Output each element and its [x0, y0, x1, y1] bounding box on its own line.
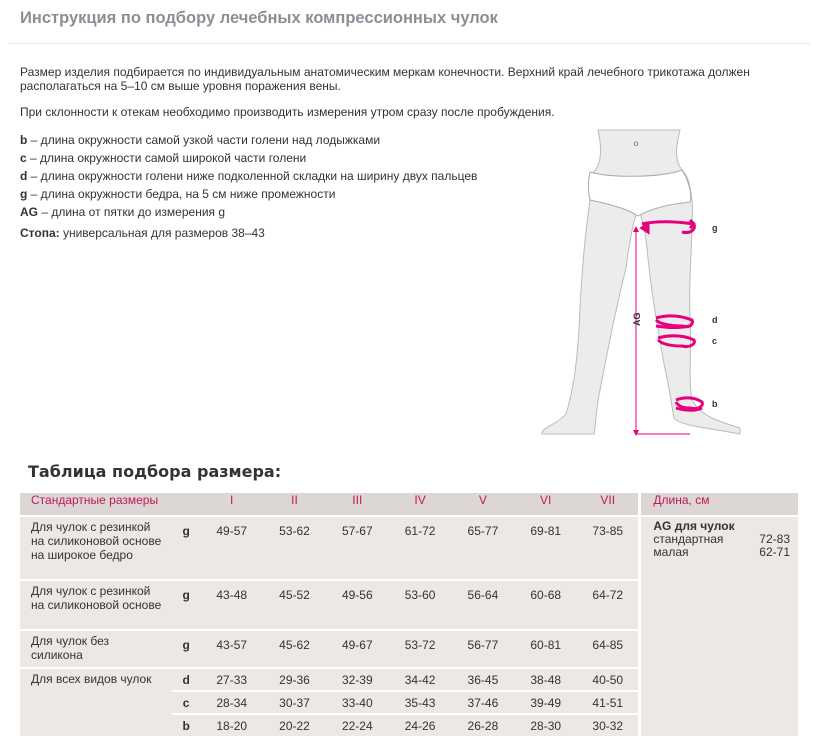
cell: 65-77	[452, 516, 515, 580]
cell: 41-51	[577, 691, 640, 714]
row-label: Для всех видов чулок	[20, 668, 172, 737]
header-size-7: VII	[577, 493, 640, 516]
header-size-6: VI	[514, 493, 577, 516]
cell: 33-40	[326, 691, 389, 714]
cell: 69-81	[514, 516, 577, 580]
cell: 40-50	[577, 668, 640, 691]
length-small: малая 62-71	[653, 545, 790, 559]
header-standard-sizes: Стандартные размеры	[20, 493, 200, 516]
table-row	[20, 516, 798, 580]
navel-mark: o	[633, 139, 639, 148]
cell: 53-60	[389, 580, 452, 630]
cell: 36-45	[452, 668, 515, 691]
legend-item-ag: AG – длина от пятки до измерения g	[20, 205, 226, 219]
header-size-1: I	[200, 493, 263, 516]
body-silhouette	[542, 130, 740, 434]
length-info-title: AG для чулок	[653, 519, 735, 533]
length-info	[640, 516, 798, 737]
cell: 18-20	[200, 714, 263, 737]
row-code: g	[172, 630, 200, 668]
cell: 30-32	[577, 714, 640, 737]
size-table-header	[20, 493, 798, 516]
row-label: Для чулок с резинкой на силиконовой основе	[20, 580, 172, 630]
length-standard: стандартная 72-83	[653, 532, 790, 546]
swelling-note: При склонности к отекам необходимо производить измерения утром сразу после пробуждения.	[20, 105, 555, 119]
legend-item-g: g – длина окружности бедра, на 5 см ниже промежности	[20, 187, 336, 201]
cell: 43-48	[200, 580, 263, 630]
cell: 53-72	[389, 630, 452, 668]
page-title: Инструкция по подбору лечебных компрессионных чулок	[20, 9, 498, 27]
cell: 28-34	[200, 691, 263, 714]
size-table-title: Таблица подбора размера:	[28, 462, 282, 481]
cell: 53-62	[263, 516, 326, 580]
cell: 34-42	[389, 668, 452, 691]
cell: 26-28	[452, 714, 515, 737]
label-d: d	[712, 315, 718, 325]
header-size-3: III	[326, 493, 389, 516]
header-size-2: II	[263, 493, 326, 516]
row-code: d	[172, 668, 200, 691]
header-size-4: IV	[389, 493, 452, 516]
cell: 45-52	[263, 580, 326, 630]
legend-item-d: d – длина окружности голени ниже подколенной складки на ширину двух пальцев	[20, 169, 478, 183]
cell: 22-24	[326, 714, 389, 737]
row-label: Для чулок с резинкой на силиконовой основе на широкое бедро	[20, 516, 172, 580]
cell: 60-68	[514, 580, 577, 630]
cell: 24-26	[389, 714, 452, 737]
row-code: b	[172, 714, 200, 737]
title-divider	[8, 43, 810, 44]
header-length: Длина, см	[640, 493, 798, 516]
measurement-legend	[20, 131, 477, 221]
label-b: b	[712, 399, 718, 409]
row-label: Для чулок без силикона	[20, 630, 172, 668]
cell: 38-48	[514, 668, 577, 691]
cell: 49-57	[200, 516, 263, 580]
cell: 61-72	[389, 516, 452, 580]
cell: 56-77	[452, 630, 515, 668]
foot-size-note: Стопа: универсальная для размеров 38–43	[20, 226, 265, 240]
cell: 60-81	[514, 630, 577, 668]
header-size-5: V	[452, 493, 515, 516]
cell: 56-64	[452, 580, 515, 630]
label-c: c	[712, 336, 718, 346]
cell: 28-30	[514, 714, 577, 737]
leg-measurement-figure	[530, 128, 750, 438]
cell: 49-56	[326, 580, 389, 630]
cell: 64-85	[577, 630, 640, 668]
cell: 45-62	[263, 630, 326, 668]
label-g: g	[712, 223, 718, 233]
size-table	[20, 493, 798, 738]
cell: 35-43	[389, 691, 452, 714]
cell: 57-67	[326, 516, 389, 580]
cell: 43-57	[200, 630, 263, 668]
cell: 29-36	[263, 668, 326, 691]
row-code: g	[172, 580, 200, 630]
cell: 37-46	[452, 691, 515, 714]
cell: 49-67	[326, 630, 389, 668]
legend-item-c: c – длина окружности самой широкой части голени	[20, 151, 307, 165]
cell: 30-37	[263, 691, 326, 714]
row-code: c	[172, 691, 200, 714]
cell: 64-72	[577, 580, 640, 630]
row-code: g	[172, 516, 200, 580]
cell: 20-22	[263, 714, 326, 737]
ag-label: AG	[632, 312, 642, 326]
cell: 27-33	[200, 668, 263, 691]
legend-item-b: b – длина окружности самой узкой части голени над лодыжками	[20, 133, 381, 147]
cell: 32-39	[326, 668, 389, 691]
cell: 39-49	[514, 691, 577, 714]
leg-illustration	[530, 128, 750, 438]
intro-paragraph: Размер изделия подбирается по индивидуальным анатомическим меркам конечности. Верхний край лечебного трикотажа должен располагаться на 5–10 см выше уровня поражения вены.	[20, 65, 750, 93]
cell: 73-85	[577, 516, 640, 580]
